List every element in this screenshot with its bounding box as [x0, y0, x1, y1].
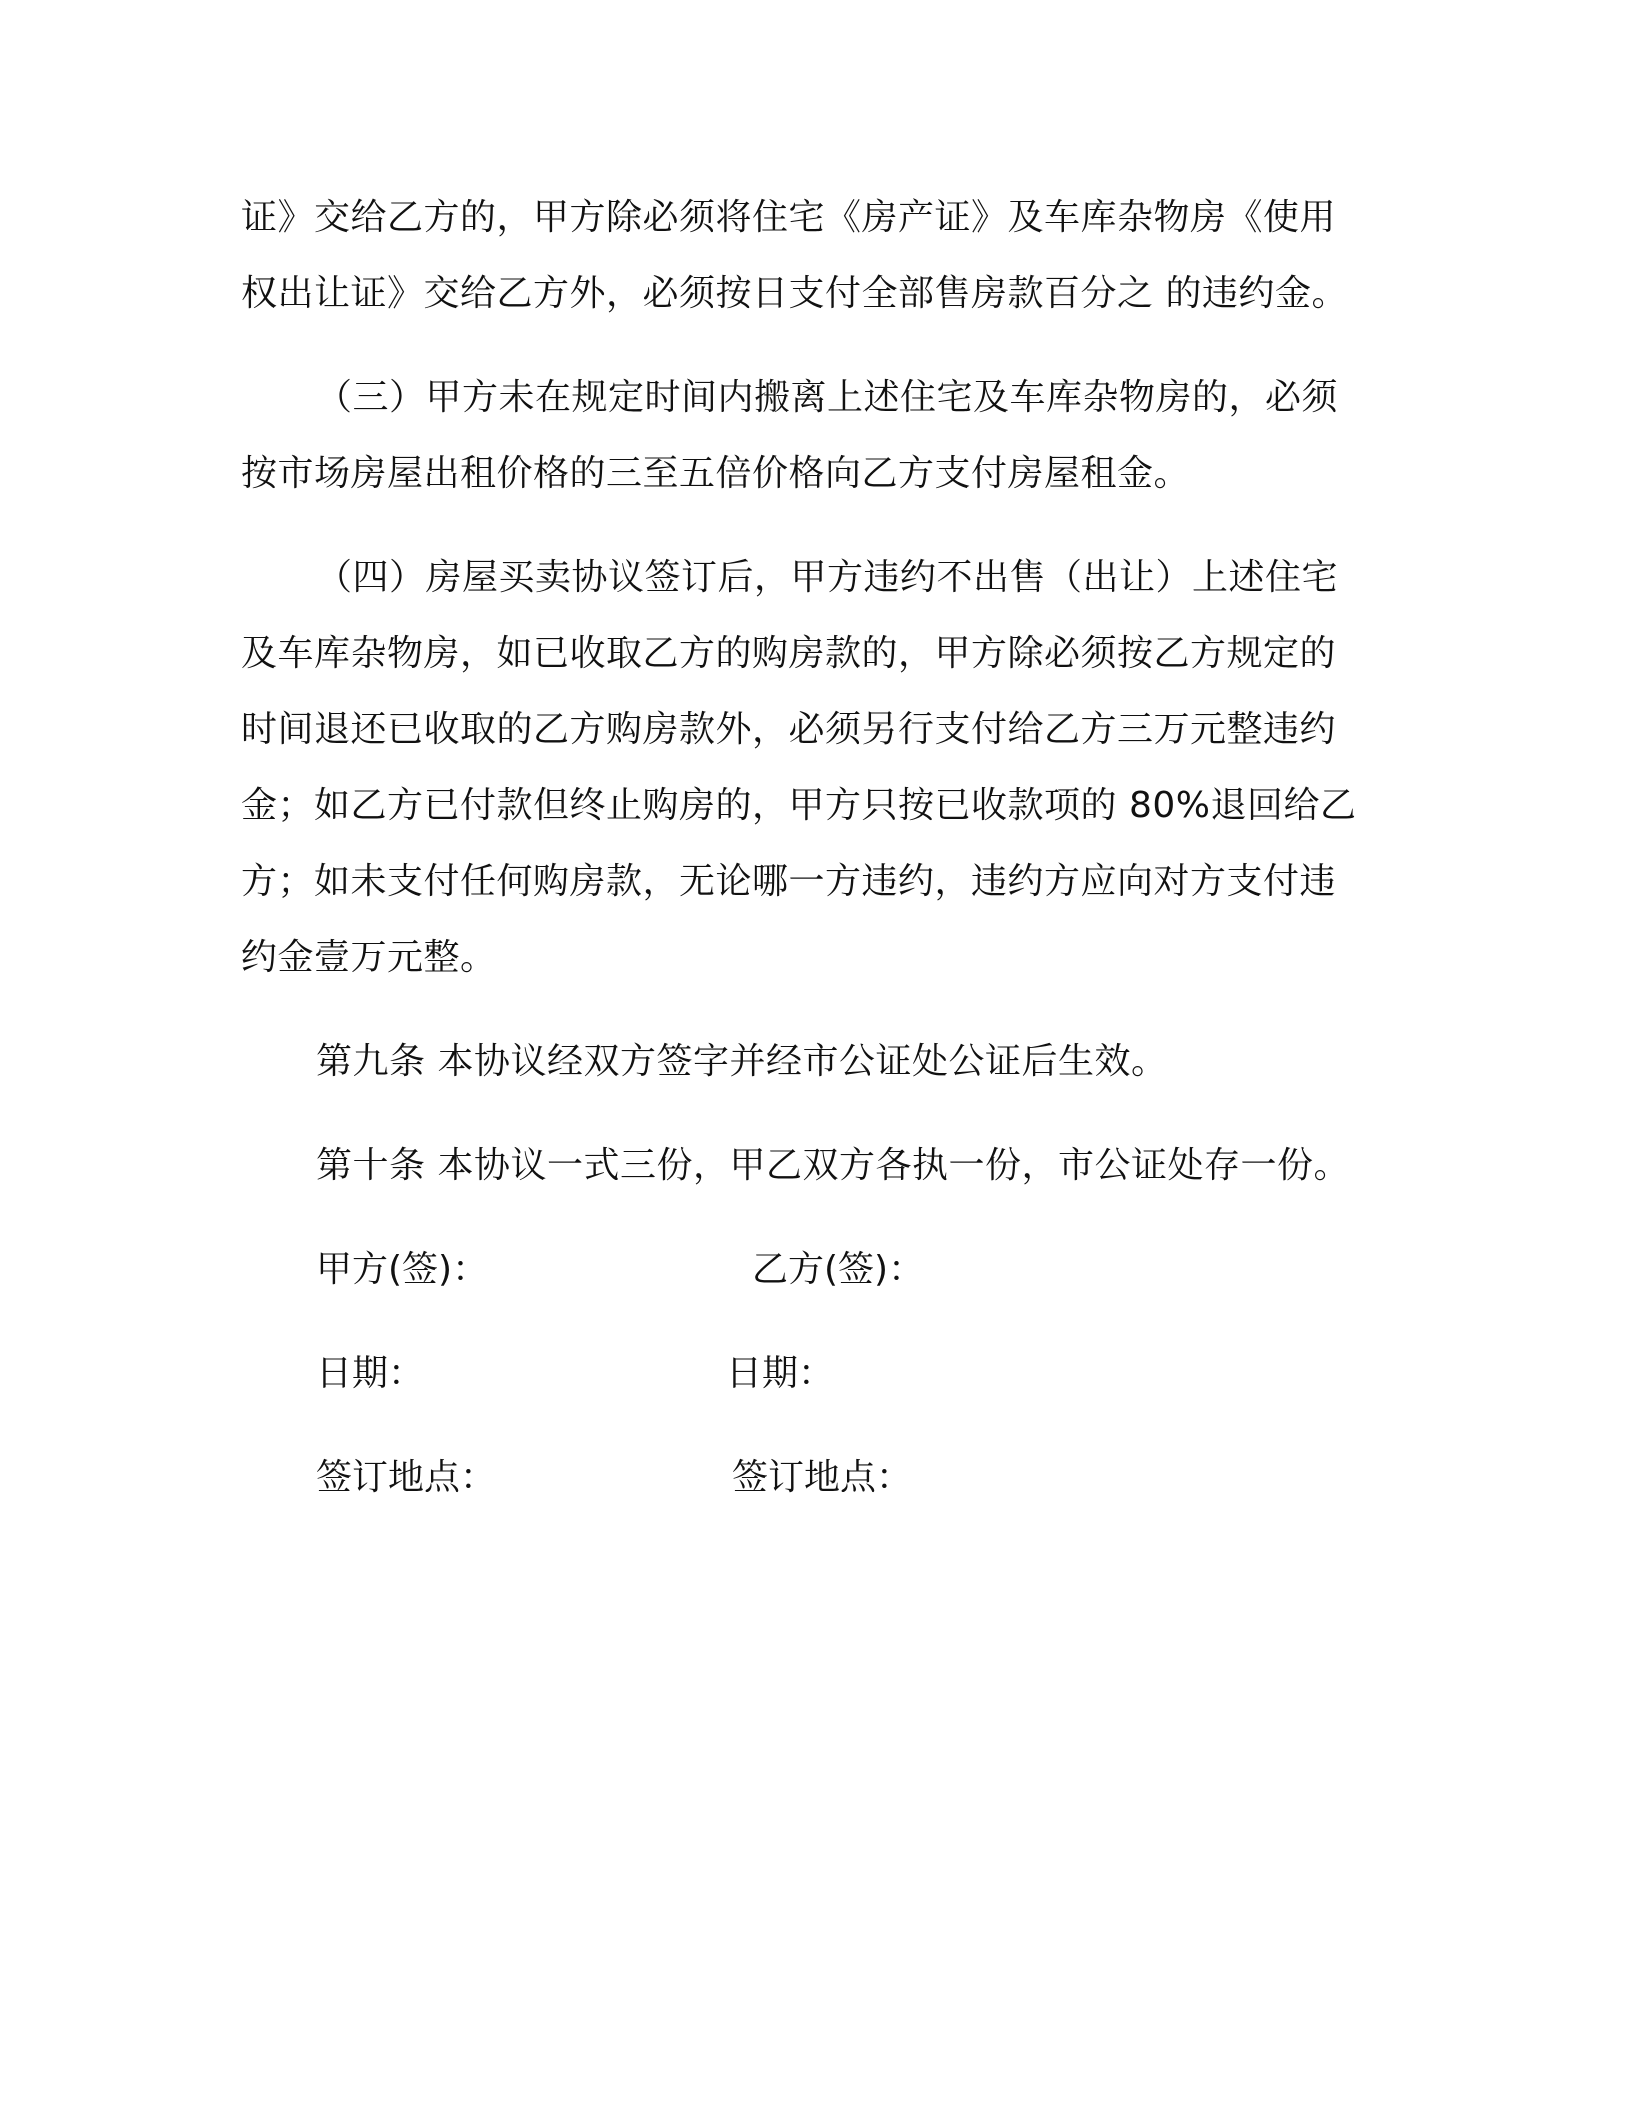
- party-b-signature-label: 乙方(签)：: [752, 1249, 925, 1290]
- paragraph-line: 权出让证》交给乙方外，必须按日支付全部售房款百分之 的违约金。: [241, 273, 1348, 314]
- article-9: 第九条 本协议经双方签字并经市公证处公证后生效。: [316, 1041, 1168, 1082]
- clause-4-line: （四）房屋买卖协议签订后，甲方违约不出售（出让）上述住宅: [316, 557, 1339, 598]
- clause-4-line: 约金壹万元整。: [241, 937, 497, 978]
- paragraph-line: 证》交给乙方的，甲方除必须将住宅《房产证》及车库杂物房《使用: [241, 197, 1337, 238]
- party-b-date-label: 日期：: [726, 1353, 835, 1394]
- clause-3-line: 按市场房屋出租价格的三至五倍价格向乙方支付房屋租金。: [241, 453, 1191, 494]
- party-a-place-label: 签订地点：: [316, 1457, 497, 1498]
- clause-4-line: 金；如乙方已付款但终止购房的，甲方只按已收款项的 80%退回给乙: [241, 785, 1357, 826]
- place-row: [316, 1456, 1216, 1500]
- clause-4-line: 方；如未支付任何购房款，无论哪一方违约，违约方应向对方支付违: [241, 861, 1337, 902]
- date-row: [316, 1352, 1216, 1396]
- party-a-date-label: 日期：: [316, 1353, 425, 1394]
- clause-4-line: 及车库杂物房，如已收取乙方的购房款的，甲方除必须按乙方规定的: [241, 633, 1337, 674]
- clause-3-line: （三）甲方未在规定时间内搬离上述住宅及车库杂物房的，必须: [316, 377, 1339, 418]
- article-10: 第十条 本协议一式三份，甲乙双方各执一份，市公证处存一份。: [316, 1145, 1350, 1186]
- clause-4-line: 时间退还已收取的乙方购房款外，必须另行支付给乙方三万元整违约: [241, 709, 1337, 750]
- party-b-place-label: 签订地点：: [732, 1457, 913, 1498]
- signature-row: [316, 1248, 1216, 1292]
- party-a-signature-label: 甲方(签)：: [316, 1249, 489, 1290]
